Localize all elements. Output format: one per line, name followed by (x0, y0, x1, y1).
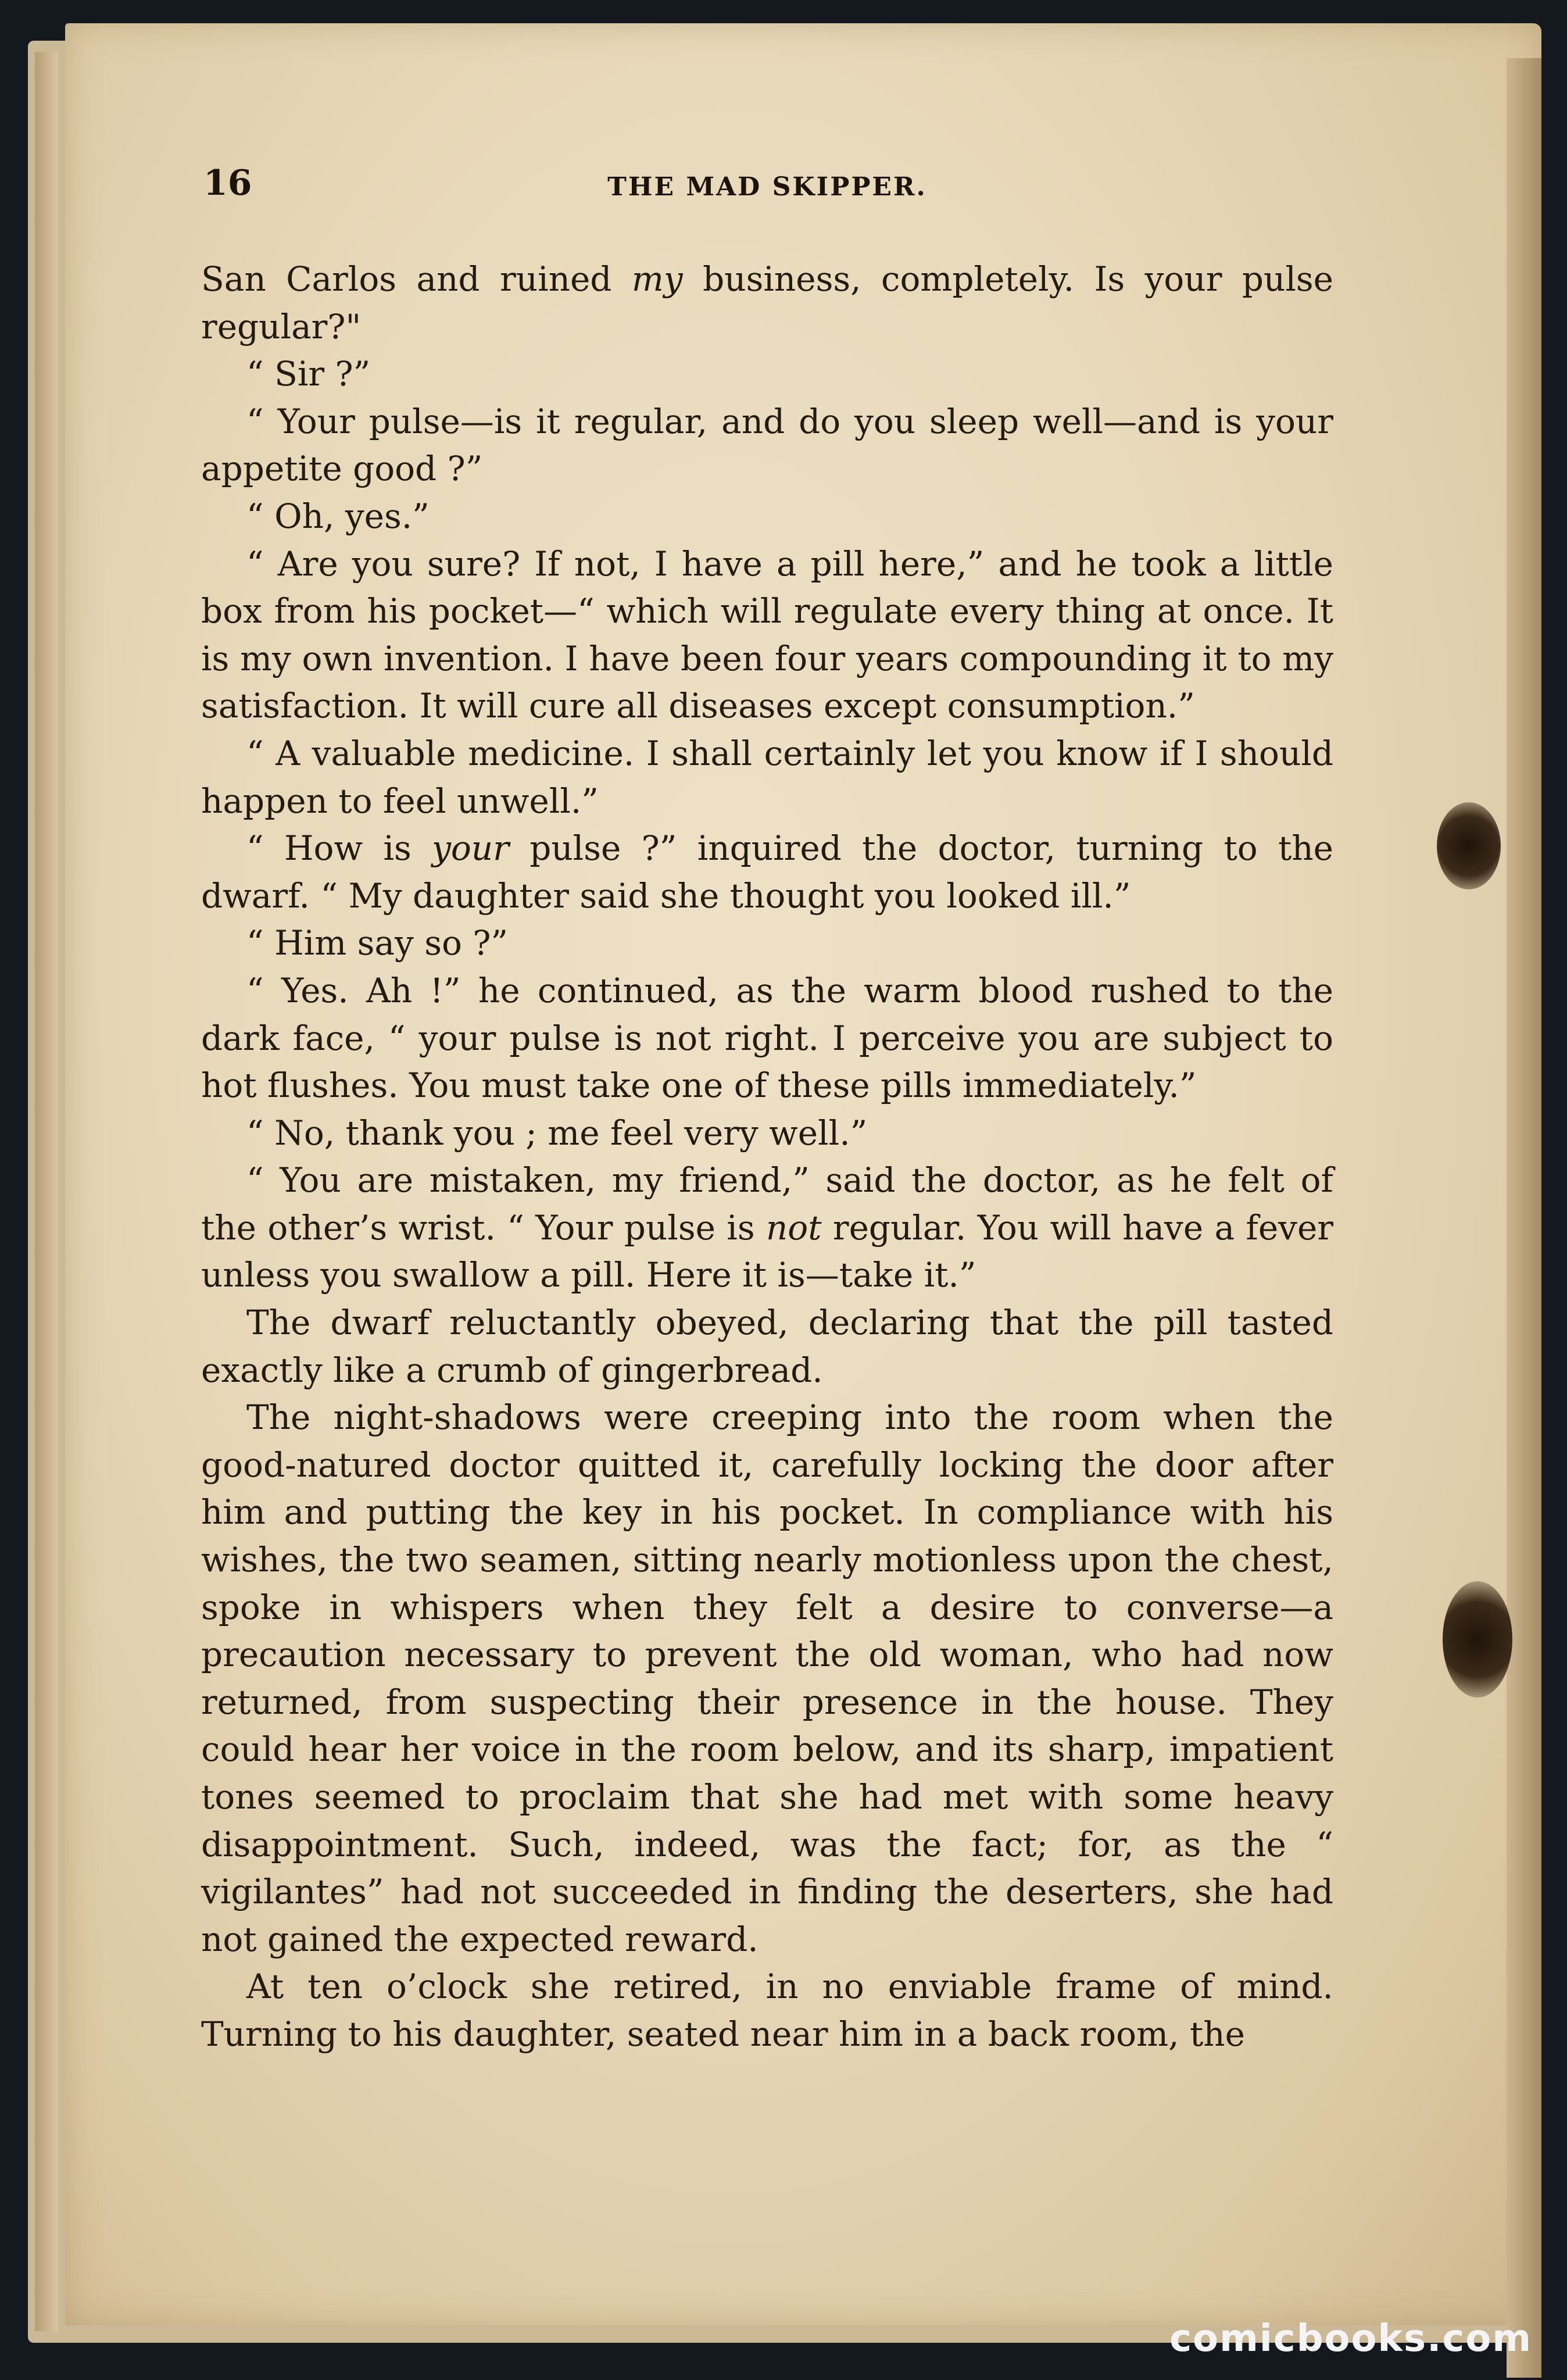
paragraph (201, 1963, 1333, 2058)
text-segment: “ A valuable medicine. I shall certainly let you know if I should happen to feel unwell.” (201, 733, 1333, 821)
text-segment: San Carlos and ruined (201, 259, 632, 299)
paragraph (201, 967, 1333, 1110)
text-segment: At ten o’clock she retired, in no enviable frame of mind. Turning to his daughter, seated near him in a back room, the (201, 1967, 1333, 2054)
italic-text: my (631, 259, 683, 299)
paragraph (201, 1299, 1333, 1394)
text-segment: The night-shadows were creeping into the room when the good-natured doctor quitted it, carefully locking the door after him and putting the key in his pocket. In compliance with his wishes, the two seamen, sitting nearly motionless upon the chest, spoke in whispers when they felt a desire to converse—a precaution necessary to prevent the old woman, who had now returned, from suspecting their presence in the house. They could hear her voice in the room below, and its sharp, impatient tones seemed to proclaim that she had met with some heavy disappointment. Such, indeed, was the fact; for, as the “ vigilantes” had not succeeded in finding the deserters, she had not gained the expected reward. (201, 1398, 1333, 1959)
paragraph (201, 730, 1333, 825)
text-segment: “ Sir ?” (246, 354, 371, 394)
body-text (201, 256, 1333, 2059)
text-segment: “ No, thank you ; me feel very well.” (246, 1113, 868, 1153)
page-header (203, 163, 1331, 209)
italic-text: your (432, 828, 509, 869)
worm-hole-upper (1437, 802, 1501, 889)
text-segment: “ Him say so ?” (246, 923, 509, 963)
text-segment: “ How is (246, 828, 432, 869)
paragraph (201, 1110, 1333, 1157)
paragraph (201, 493, 1333, 541)
text-segment: The dwarf reluctantly obeyed, declaring that the pill tasted exactly like a crumb of gingerbread. (201, 1303, 1333, 1390)
text-segment: regular. You will have a fever unless you swallow a pill. Here it is—take it.” (201, 1207, 1333, 1295)
paragraph (201, 351, 1333, 398)
text-segment: “ Oh, yes.” (246, 496, 430, 536)
text-segment: “ Are you sure? If not, I have a pill here,” and he took a little box from his pocket—“ which will regulate every thing at once. It is my own invention. I have been four years compounding it to my satisfaction. It will cure all diseases except consumption.” (201, 544, 1333, 726)
spine-edge (35, 52, 58, 2331)
running-title: THE MAD SKIPPER. (607, 172, 927, 202)
page-number: 16 (203, 163, 252, 203)
paragraph (201, 256, 1333, 351)
page-right-edge (1507, 58, 1541, 2378)
worm-hole-lower (1443, 1581, 1512, 1698)
text-segment: “ You are mistaken, my friend,” said the doctor, as he felt of the other’s wrist. “ Your pulse is (201, 1160, 1333, 1248)
italic-text: not (765, 1207, 822, 1248)
watermark-text: comicbooks.com (1169, 2317, 1532, 2360)
paragraph (201, 1394, 1333, 1963)
text-segment: “ Yes. Ah !” he continued, as the warm blood rushed to the dark face, “ your pulse is not right. I perceive you are subject to hot flushes. You must take one of these pills immediately.” (201, 970, 1333, 1106)
paragraph (201, 398, 1333, 493)
paragraph (201, 1157, 1333, 1299)
text-segment: business, completely. Is your pulse regular?" (201, 259, 1333, 346)
text-segment: “ Your pulse—is it regular, and do you sleep well—and is your appetite good ?” (201, 401, 1333, 489)
paragraph (201, 825, 1333, 920)
text-segment: pulse ?” inquired the doctor, turning to the dwarf. “ My daughter said she thought you looked ill.” (201, 828, 1334, 916)
paragraph (201, 541, 1333, 730)
paragraph (201, 920, 1333, 967)
